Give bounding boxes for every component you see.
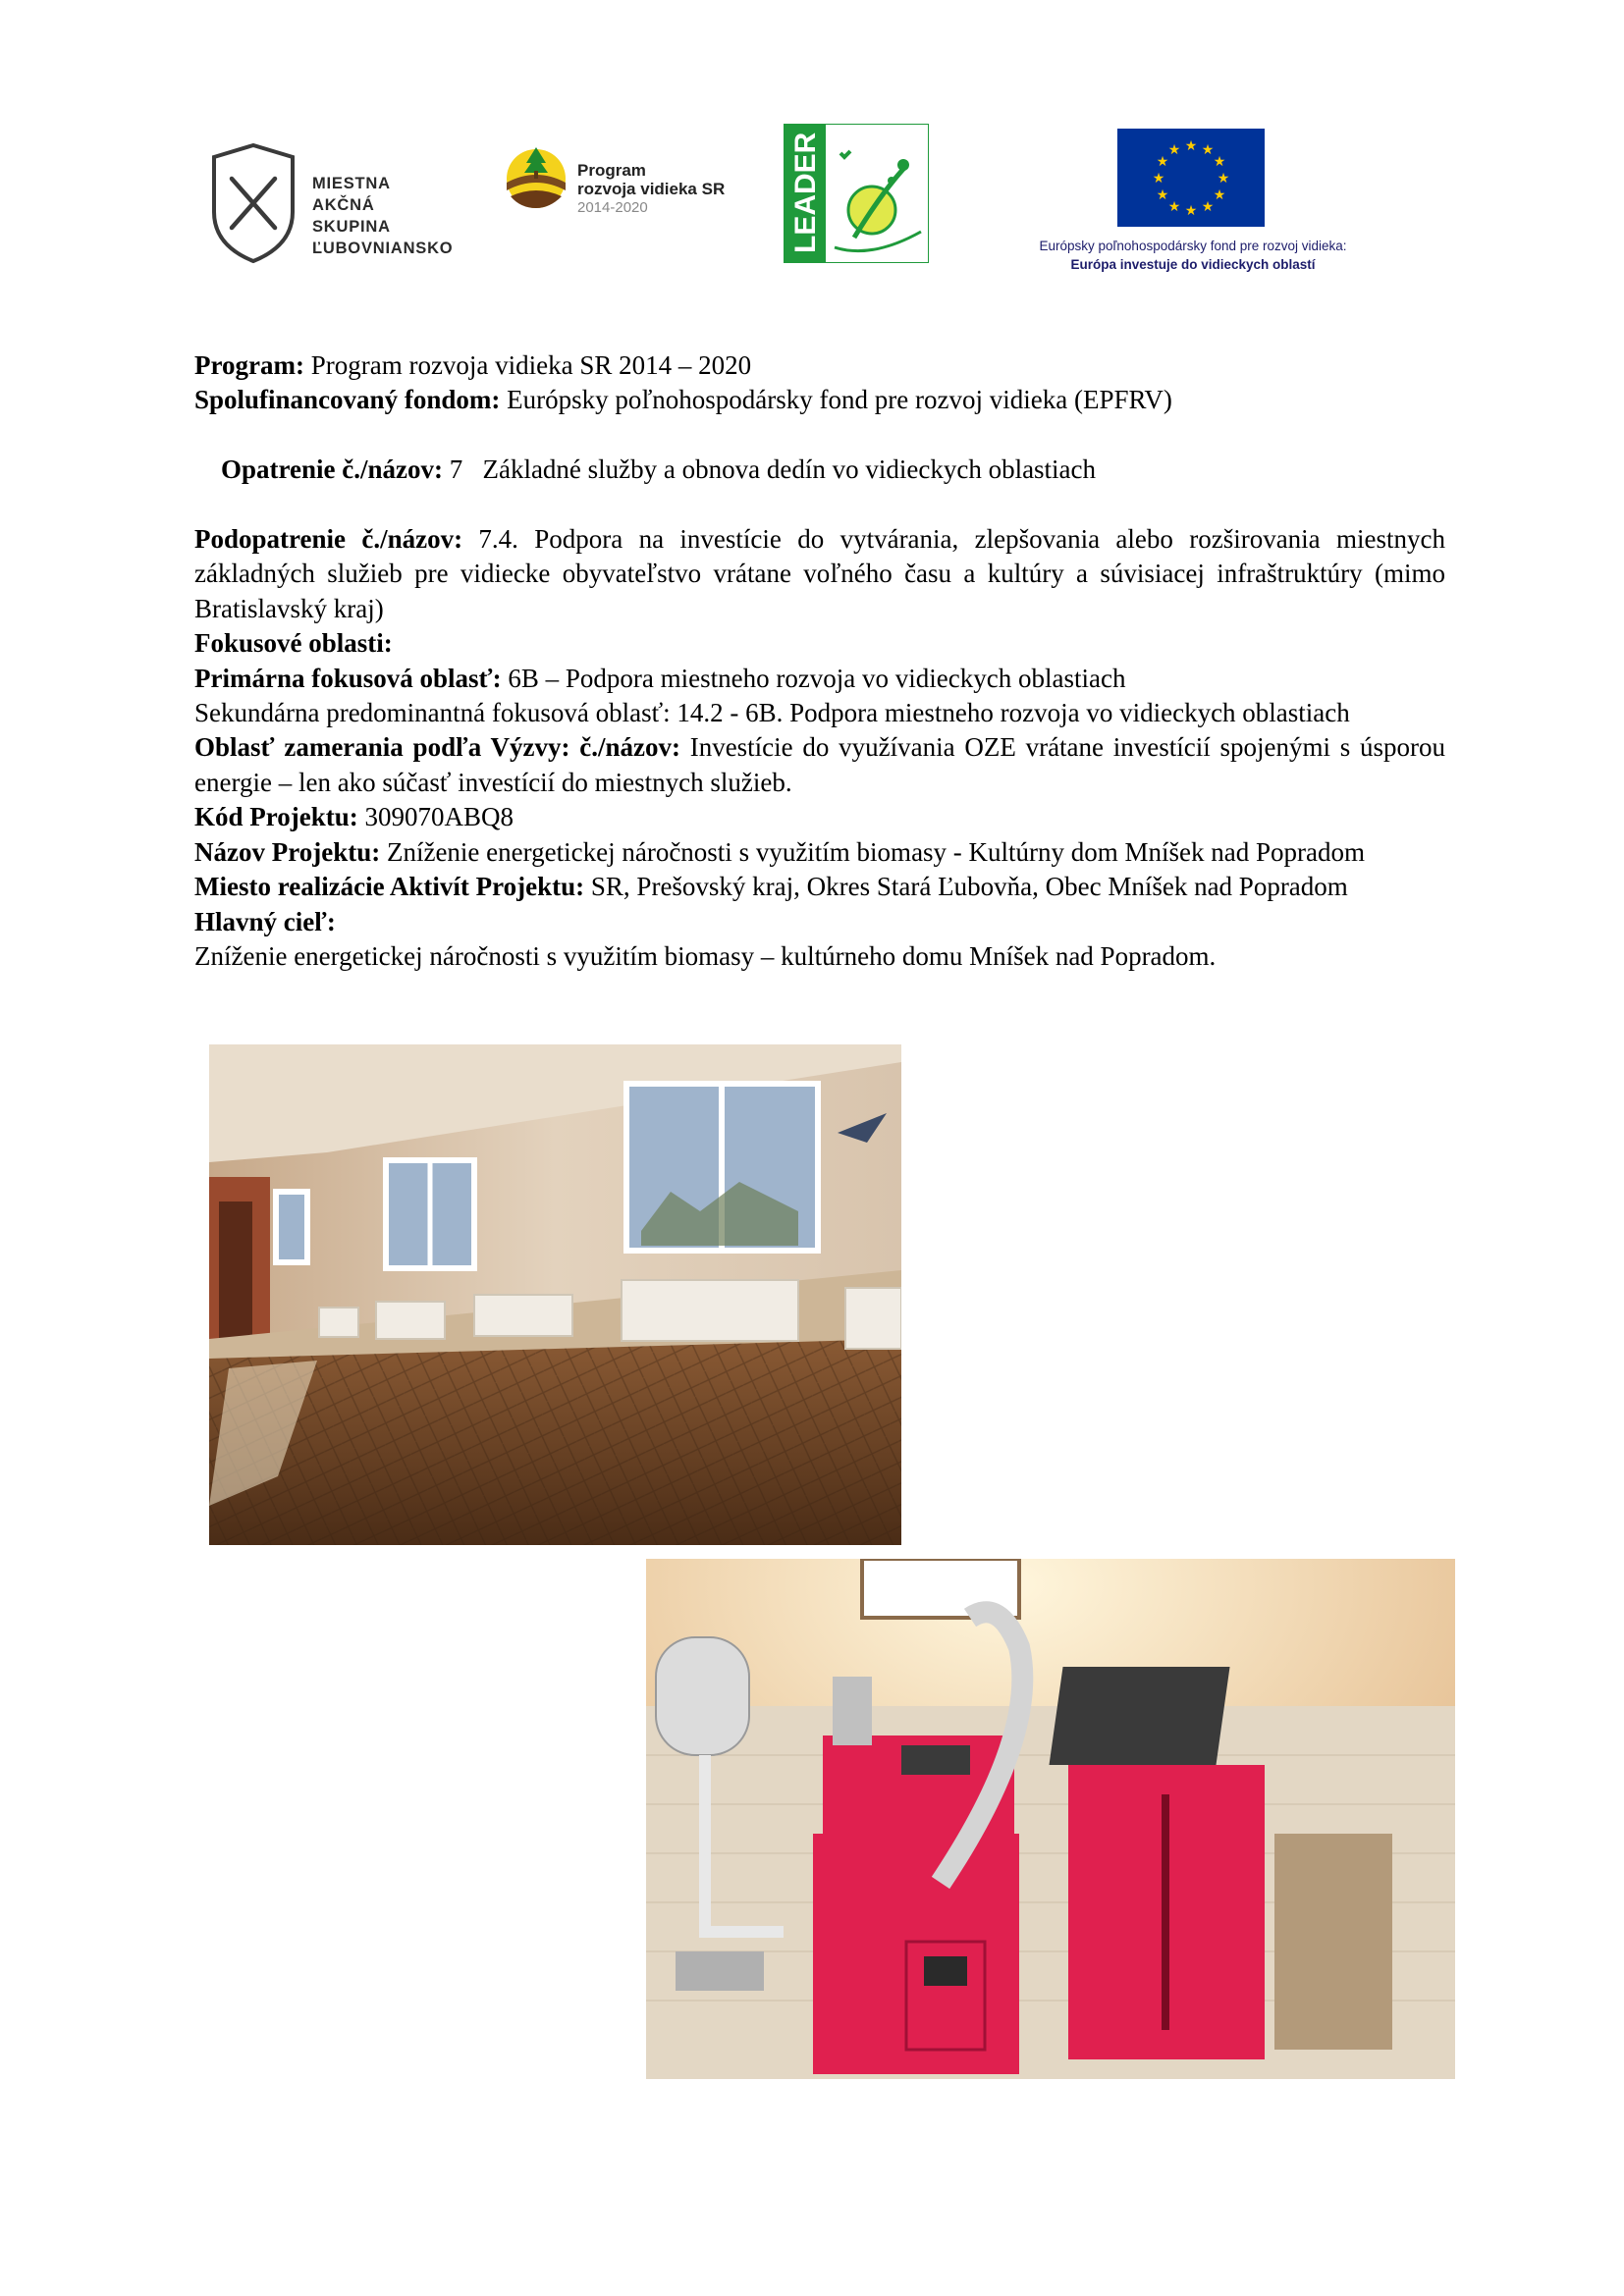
focus-heading (194, 626, 1445, 661)
eu-logo (1001, 129, 1375, 276)
svg-text:★: ★ (1217, 171, 1230, 187)
submeasure-label: Podopatrenie č./názov: (194, 524, 463, 555)
svg-text:★: ★ (1201, 142, 1215, 158)
svg-text:★: ★ (1167, 199, 1181, 215)
svg-text:★: ★ (1184, 203, 1198, 219)
primary-focus-label: Primárna fokusová oblasť: (194, 663, 502, 693)
measure-label: Opatrenie č./názov: (221, 454, 443, 485)
goal-text: Zníženie energetickej náročnosti s využitím biomasy – kultúrneho domu Mníšek nad Popradom. (194, 940, 1217, 971)
mas-line-3: SKUPINA (312, 218, 391, 236)
eu-flag-icon (1117, 129, 1265, 227)
svg-text:★: ★ (1152, 171, 1165, 187)
biomass-boiler-photo (646, 1559, 1455, 2079)
prv-line-2: rozvoja vidieka SR (577, 180, 726, 198)
code-label: Kód Projektu: (194, 802, 358, 832)
fund-label: Spolufinancovaný fondom: (194, 385, 501, 415)
area-paragraph (194, 730, 1445, 800)
location-paragraph (194, 870, 1445, 904)
code-value: 309070ABQ8 (357, 802, 514, 832)
program-label: Program: (194, 350, 304, 380)
goal-heading (194, 905, 1445, 939)
mas-lubovniansko-logo (206, 143, 471, 261)
svg-text:★: ★ (1167, 142, 1181, 158)
project-name-paragraph (194, 835, 1445, 870)
focus-heading-text: Fokusové oblasti: (194, 628, 393, 659)
location-label: Miesto realizácie Aktivít Projektu: (194, 872, 585, 902)
hall-interior-photo (209, 1044, 901, 1545)
svg-text:★: ★ (1213, 187, 1226, 203)
submeasure-paragraph (194, 522, 1445, 626)
fund-line (194, 383, 1445, 417)
mas-line-2: AKČNÁ (312, 196, 375, 214)
prv-line-1: Program (577, 161, 646, 180)
primary-focus-line (194, 662, 1445, 696)
logo-bar (0, 124, 1624, 271)
leader-text: LEADER (789, 132, 822, 253)
leader-logo (784, 124, 929, 263)
project-name-label: Názov Projektu: (194, 836, 381, 867)
project-info (194, 348, 1445, 974)
secondary-focus-paragraph: Sekundárna predominantná fokusová oblasť: 14.2 - 6B. Podpora miestneho rozvoja vo vidieckych oblastiach (194, 698, 1350, 728)
fund-value: Európsky poľnohospodársky fond pre rozvoj vidieka (EPFRV) (500, 385, 1172, 415)
mas-line-1: MIESTNA (312, 175, 391, 192)
submeasure-value: 7.4. Podpora na investície do vytvárania, zlepšovania alebo rozširovania miestnych základných služieb pre vidiecke obyvateľstvo vrátane voľného času a kultúry a súvisiacej infraštruktúry (mimo Bratislavský kraj) (194, 524, 1445, 623)
goal-heading-text: Hlavný cieľ: (194, 906, 336, 936)
svg-text:★: ★ (1213, 154, 1226, 170)
prv-logo (501, 141, 756, 220)
svg-text:★: ★ (1184, 138, 1198, 154)
location-value: SR, Prešovský kraj, Okres Stará Ľubovňa, Obec Mníšek nad Popradom (584, 872, 1348, 902)
eu-caption-line-2: Európa investuje do vidieckych oblastí (1070, 257, 1316, 272)
prv-line-3: 2014-2020 (577, 199, 648, 216)
area-label: Oblasť zamerania podľa Výzvy: č./názov: (194, 732, 680, 763)
svg-text:★: ★ (1156, 187, 1169, 203)
shield-icon (206, 143, 300, 265)
prv-emblem-icon (501, 141, 571, 212)
area-value: Investície do využívania OZE vrátane investícií spojenými s úsporou energie – len ako súčasť investícií do miestnych služieb. (194, 732, 1445, 797)
measure-line (194, 418, 1445, 522)
measure-value: 7 Základné služby a obnova dedín vo vidieckych oblastiach (442, 454, 1097, 485)
program-line (194, 348, 1445, 383)
svg-text:★: ★ (1156, 154, 1169, 170)
mas-line-4: ĽUBOVNIANSKO (312, 240, 454, 257)
code-line (194, 800, 1445, 834)
program-value: Program rozvoja vidieka SR 2014 – 2020 (303, 350, 752, 380)
svg-text:★: ★ (1201, 199, 1215, 215)
primary-focus-value: 6B – Podpora miestneho rozvoja vo vidieckych oblastiach (501, 663, 1126, 693)
eu-caption-line-1: Európsky poľnohospodársky fond pre rozvoj vidieka: (1039, 239, 1347, 253)
project-name-value: Zníženie energetickej náročnosti s využitím biomasy - Kultúrny dom Mníšek nad Popradom (380, 836, 1366, 867)
